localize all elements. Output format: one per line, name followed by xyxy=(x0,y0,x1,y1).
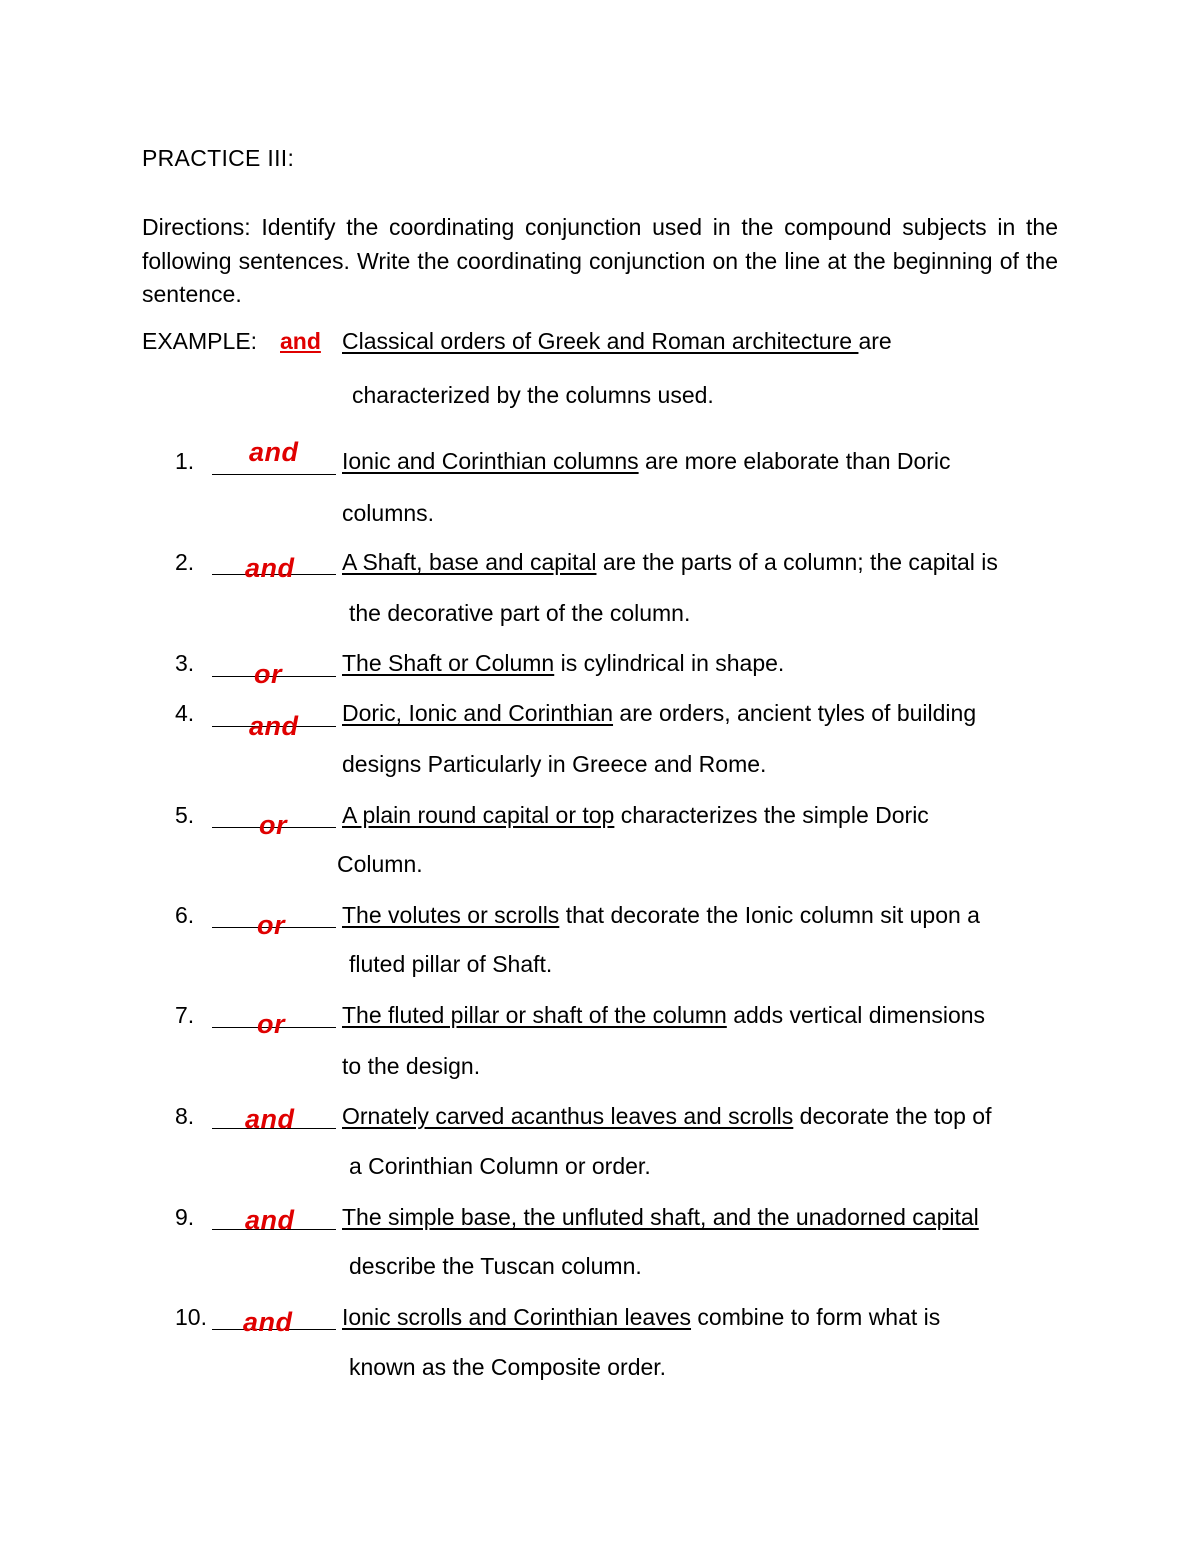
item-number: 2. xyxy=(175,549,195,575)
item-continuation: Column. xyxy=(337,851,423,877)
item-sentence xyxy=(342,802,929,829)
item-sentence xyxy=(342,1304,940,1331)
item-rest: decorate the top of xyxy=(793,1103,992,1129)
item-number: 4. xyxy=(175,700,195,726)
item-number: 10. xyxy=(175,1304,207,1330)
example-subject: Classical orders of Greek and Roman architecture xyxy=(342,328,859,354)
item-rest: are more elaborate than Doric xyxy=(638,448,951,474)
answer-blank[interactable] xyxy=(212,474,336,475)
item-sentence xyxy=(342,902,980,929)
item-sentence xyxy=(342,650,784,677)
item-rest: characterizes the simple Doric xyxy=(614,802,929,828)
item-continuation: columns. xyxy=(342,500,435,526)
page-title: PRACTICE III: xyxy=(142,145,295,171)
item-continuation: to the design. xyxy=(342,1053,481,1079)
item-continuation: the decorative part of the column. xyxy=(349,600,691,626)
example-sentence xyxy=(342,328,892,355)
answer-text: and xyxy=(249,437,299,467)
item-sentence xyxy=(342,448,951,475)
example-label: EXAMPLE: xyxy=(142,328,258,354)
example-answer: and xyxy=(280,328,321,354)
item-rest: is cylindrical in shape. xyxy=(554,650,785,676)
answer-text: or xyxy=(254,659,282,689)
answer-text: or xyxy=(257,1009,285,1039)
item-sentence xyxy=(342,1002,985,1029)
item-number: 6. xyxy=(175,902,195,928)
item-subject: A Shaft, base and capital xyxy=(342,549,597,575)
answer-text: and xyxy=(243,1307,293,1337)
item-number: 9. xyxy=(175,1204,195,1230)
answer-text: and xyxy=(249,711,299,741)
answer-text: and xyxy=(245,1205,295,1235)
item-sentence xyxy=(342,700,976,727)
item-subject: A plain round capital or top xyxy=(342,802,615,828)
item-subject: The simple base, the unfluted shaft, and the unadorned capital xyxy=(342,1204,979,1230)
item-sentence xyxy=(342,1103,992,1130)
answer-text: or xyxy=(259,810,287,840)
item-continuation: a Corinthian Column or order. xyxy=(349,1153,651,1179)
item-continuation: designs Particularly in Greece and Rome. xyxy=(342,751,767,777)
item-sentence xyxy=(342,1204,979,1231)
item-rest: are the parts of a column; the capital is xyxy=(596,549,998,575)
directions-text: Directions: Identify the coordinating conjunction used in the compound subjects in the following sentences. Write the coordinating conjunction on the line at the beginning of the sentence. xyxy=(142,214,1058,307)
item-subject: Ionic scrolls and Corinthian leaves xyxy=(342,1304,692,1330)
item-rest: are orders, ancient tyles of building xyxy=(613,700,977,726)
item-continuation: describe the Tuscan column. xyxy=(349,1253,642,1279)
item-number: 3. xyxy=(175,650,195,676)
item-rest: that decorate the Ionic column sit upon a xyxy=(559,902,980,928)
item-sentence xyxy=(342,549,998,576)
item-continuation: fluted pillar of Shaft. xyxy=(349,951,553,977)
answer-text: or xyxy=(257,910,285,940)
item-subject: The fluted pillar or shaft of the column xyxy=(342,1002,727,1028)
item-rest: adds vertical dimensions xyxy=(726,1002,986,1028)
example-continuation: characterized by the columns used. xyxy=(352,382,714,408)
item-number: 7. xyxy=(175,1002,195,1028)
item-number: 8. xyxy=(175,1103,195,1129)
answer-text: and xyxy=(245,553,295,583)
item-continuation: known as the Composite order. xyxy=(349,1354,667,1380)
item-subject: The volutes or scrolls xyxy=(342,902,560,928)
item-subject: Ionic and Corinthian columns xyxy=(342,448,639,474)
item-subject: Ornately carved acanthus leaves and scrolls xyxy=(342,1103,794,1129)
item-number: 5. xyxy=(175,802,195,828)
item-subject: The Shaft or Column xyxy=(342,650,555,676)
example-rest: are xyxy=(858,328,892,354)
item-subject: Doric, Ionic and Corinthian xyxy=(342,700,614,726)
answer-text: and xyxy=(245,1104,295,1134)
item-number: 1. xyxy=(175,448,195,474)
item-rest: combine to form what is xyxy=(691,1304,941,1330)
